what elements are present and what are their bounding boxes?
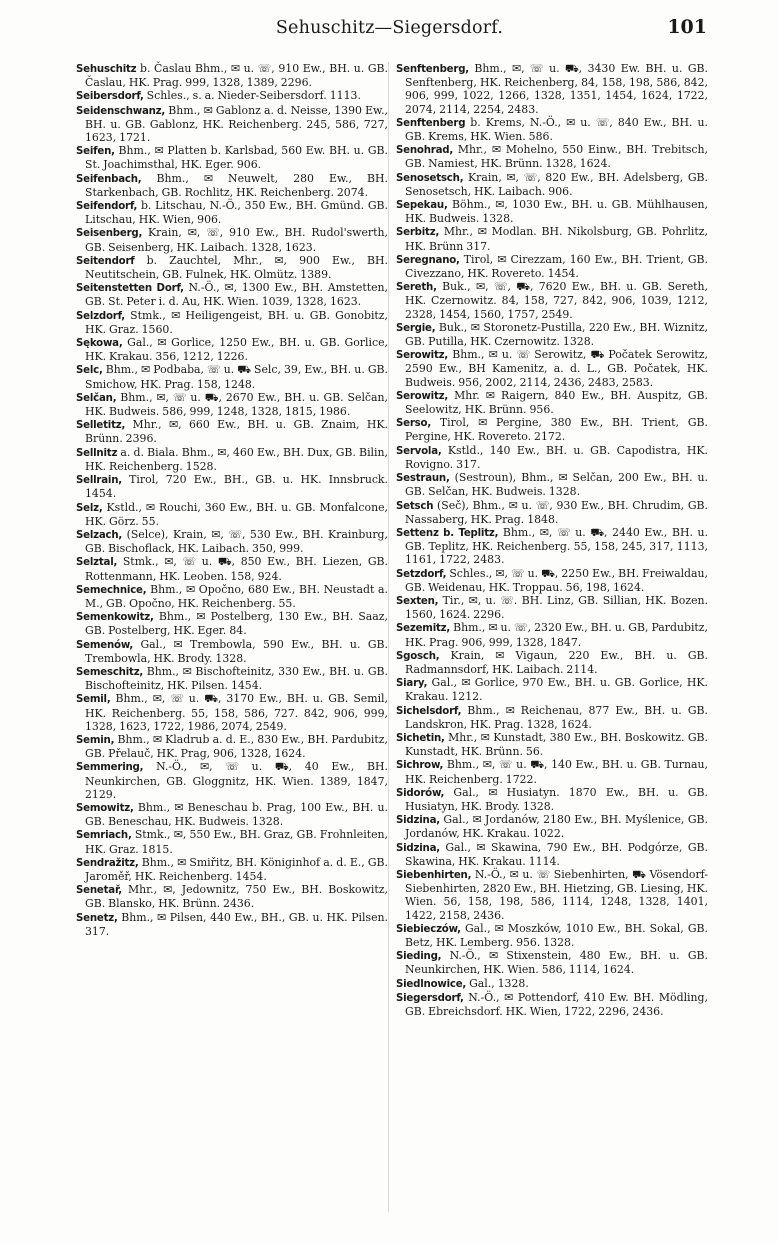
entry-description: Bhm., ✉ u. ☏, 2320 Ew., BH. u. GB, Pardubitz, HK. Prag. 906, 999, 1328, 1847. [405, 621, 708, 649]
gazetteer-entry [396, 198, 708, 225]
entry-description: Gal., ✉ Gorlice, 1250 Ew., BH. u. GB. Gorlice, HK. Krakau. 356, 1212, 1226. [85, 336, 388, 364]
entry-description: Mhr. ✉ Raigern, 840 Ew., BH. Auspitz, GB. Seelowitz, HK. Brünn. 956. [405, 388, 708, 417]
gazetteer-entry [396, 731, 708, 758]
gazetteer-entry [76, 883, 388, 910]
entry-description: Tirol, ✉ Pergine, 380 Ew., BH. Trient, GB. Pergine, HK. Rovereto. 2172. [405, 416, 708, 444]
entry-description: Gal., ✉ Skawina, 790 Ew., BH. Podgórze, GB. Skawina, HK. Krakau. 1114. [405, 840, 708, 868]
entry-place-name: Selletitz, [76, 420, 126, 432]
gazetteer-entry [76, 828, 388, 855]
gazetteer-entry [396, 62, 708, 116]
entry-place-name: Semin, [76, 734, 115, 746]
gazetteer-entry [396, 676, 708, 703]
gazetteer-entry [76, 501, 388, 528]
entry-place-name: Selzach, [76, 529, 123, 541]
entry-description: Schles., s. a. Nieder-Seibersdorf. 1113. [143, 89, 361, 103]
entry-place-name: Seifendorf, [76, 201, 138, 213]
gazetteer-entry [76, 199, 388, 226]
column-divider [388, 62, 389, 1212]
entry-description: Stmk., ✉, ☏ u. ⛟, 850 Ew., BH. Liezen, GB. Rottenmann, HK. Leoben. 158, 924. [85, 555, 388, 583]
entry-place-name: Sepekau, [396, 200, 448, 212]
entry-place-name: Selzdorf, [76, 310, 125, 322]
gazetteer-entry [396, 841, 708, 868]
entry-place-name: Selz, [76, 502, 103, 514]
entry-description: Bhm., ✉ u. ☏ Serowitz, ⛟ Počatek Serowitz, 2590 Ew., BH Kamenitz, a. d. L., GB. Počatek, HK. Budweis. 956, 2002, 2114, 2436, 2483, 2583. [405, 348, 708, 389]
entry-description: b. Časlau Bhm., ✉ u. ☏, 910 Ew., BH. u. GB. Časlau, HK. Prag. 999, 1328, 1389, 2296. [85, 62, 388, 90]
gazetteer-entry [396, 594, 708, 621]
entry-place-name: Sidzina, [396, 815, 440, 827]
left-column [76, 62, 388, 938]
gazetteer-entry [396, 949, 708, 976]
entry-description: Bhm., ✉ Kladrub a. d. E., 830 Ew., BH. Pardubitz, GB. Přelauč, HK. Prag, 906, 1328, 1624. [85, 732, 388, 761]
entry-place-name: Sichelsdorf, [396, 705, 462, 717]
entry-description: Bhm., ✉, ☏ u. ⛟, 2440 Ew., BH. u. GB. Teplitz, HK. Reichenberg. 55, 158, 245, 317, 1113, 1161, 1722, 2483. [405, 525, 709, 567]
gazetteer-entry [76, 856, 388, 883]
gazetteer-entry [76, 801, 388, 828]
entry-place-name: Selztal, [76, 557, 118, 569]
entry-place-name: Senetz, [76, 912, 118, 924]
gazetteer-entry [76, 391, 388, 418]
gazetteer-entry [76, 638, 388, 665]
entry-description: Buk., ✉ Storonetz-Pustilla, 220 Ew., BH. Wiznitz, GB. Putilla, HK. Czernowitz. 1328. [405, 320, 708, 349]
gazetteer-entry [396, 116, 708, 143]
entry-description: (Selce), Krain, ✉, ☏, 530 Ew., BH. Krainburg, GB. Bischoflack, HK. Laibach. 350, 999. [85, 527, 388, 556]
entry-description: Gal., ✉ Moszków, 1010 Ew., BH. Sokal, GB. Betz, HK. Lemberg. 956. 1328. [405, 921, 708, 949]
entry-place-name: Serowitz, [396, 390, 449, 402]
entry-place-name: Sestraun, [396, 473, 450, 485]
entry-place-name: Seregnano, [396, 254, 460, 266]
entry-place-name: Selc, [76, 365, 103, 377]
right-column [396, 62, 708, 1018]
entry-place-name: Seifen, [76, 146, 115, 158]
entry-description: Bhm., ✉ Postelberg, 130 Ew., BH. Saaz, GB. Postelberg, HK. Eger. 84. [85, 610, 388, 638]
gazetteer-entry [76, 104, 388, 145]
entry-place-name: Setzdorf, [396, 568, 447, 580]
entry-description: N.-Ö., ✉ u. ☏ Siebenhirten, ⛟ Vösendorf-Siebenhirten, 2820 Ew., BH. Hietzing, GB. Liesing, HK. Wien. 56, 158, 198, 586, 1114, 1248, 1328, 1401, 1422, 2158, 2436. [405, 867, 708, 922]
entry-place-name: Sgosch, [396, 650, 440, 662]
entry-description: Kstld., ✉ Rouchi, 360 Ew., BH. u. GB. Monfalcone, HK. Görz. 55. [85, 500, 388, 528]
gazetteer-entry [396, 171, 708, 198]
entry-place-name: Seifenbach, [76, 173, 142, 185]
entry-place-name: Sellrain, [76, 475, 122, 487]
gazetteer-entry [396, 499, 708, 526]
entry-place-name: Selčan, [76, 392, 117, 404]
gazetteer-entry [76, 528, 388, 555]
entry-description: Kstld., 140 Ew., BH. u. GB. Capodistra, HK. Rovigno. 317. [405, 443, 708, 471]
gazetteer-entry [396, 416, 708, 443]
entry-description: Mhr., ✉ Mohelno, 550 Einw., BH. Trebitsch, GB. Namiest, HK. Brünn. 1328, 1624. [405, 143, 708, 171]
entry-place-name: Sichrow, [396, 760, 444, 772]
gazetteer-entry [76, 172, 388, 199]
gazetteer-entry [76, 62, 388, 89]
entry-place-name: Semenów, [76, 639, 134, 651]
gazetteer-entry [396, 471, 708, 498]
entry-description: Gal., ✉ Husiatyn. 1870 Ew., BH. u. GB. Husiatyn, HK. Brody. 1328. [405, 785, 708, 813]
entry-place-name: Seitendorf [76, 255, 135, 267]
entry-place-name: Siebieczów, [396, 923, 461, 935]
entry-description: Mhr., ✉, 660 Ew., BH. u. GB. Znaim, HK. Brünn. 2396. [85, 418, 388, 446]
gazetteer-entry [396, 786, 708, 813]
entry-place-name: Semechnice, [76, 584, 147, 596]
entry-description: Bhm., ✉ Neuwelt, 280 Ew., BH. Starkenbach, GB. Rochlitz, HK. Reichenberg. 2074. [85, 171, 388, 199]
entry-place-name: Sękowa, [76, 338, 123, 350]
gazetteer-entry [396, 922, 708, 949]
entry-place-name: Sexten, [396, 595, 439, 607]
entry-place-name: Settenz b. Teplitz, [396, 527, 499, 539]
gazetteer-entry [396, 567, 708, 594]
entry-description: Krain, ✉ Vigaun, 220 Ew., BH. u. GB. Radmannsdorf, HK. Laibach. 2114. [405, 648, 708, 676]
gazetteer-entry [396, 526, 708, 567]
entry-description: Krain, ✉, ☏, 820 Ew., BH. Adelsberg, GB. Senosetsch, HK. Laibach. 906. [405, 170, 708, 198]
gazetteer-entry [396, 758, 708, 785]
entry-place-name: Seisenberg, [76, 228, 143, 240]
gazetteer-entry [396, 868, 708, 922]
gazetteer-entry [76, 760, 388, 801]
gazetteer-entry [396, 348, 708, 389]
entry-place-name: Siary, [396, 678, 428, 690]
gazetteer-entry [76, 226, 388, 253]
entry-place-name: Senetař, [76, 885, 122, 897]
entry-place-name: Sergie, [396, 322, 436, 334]
gazetteer-entry [396, 813, 708, 840]
gazetteer-entry [76, 733, 388, 760]
gazetteer-entry [76, 309, 388, 336]
gazetteer-entry [76, 583, 388, 610]
entry-description: Mhr., ✉, Jedownitz, 750 Ew., BH. Boskowitz, GB. Blansko, HK. Brünn. 2436. [85, 883, 388, 911]
entry-description: Krain, ✉, ☏, 910 Ew., BH. Rudol'swerth, GB. Seisenberg, HK. Laibach. 1328, 1623. [85, 226, 388, 254]
entry-description: Tir., ✉, u. ☏. BH. Linz, GB. Sillian, HK. Bozen. 1560, 1624. 2296. [405, 593, 708, 622]
gazetteer-entry [396, 649, 708, 676]
entry-place-name: Servola, [396, 445, 442, 457]
entry-place-name: Semmering, [76, 762, 144, 774]
gazetteer-entry [76, 418, 388, 445]
entry-description: Stmk., ✉ Heiligengeist, BH. u. GB. Gonobitz, HK. Graz. 1560. [85, 308, 388, 336]
entry-place-name: Sendražitz, [76, 857, 139, 869]
entry-place-name: Sereth, [396, 282, 437, 294]
gazetteer-entry [76, 363, 388, 390]
gazetteer-entry [396, 143, 708, 170]
gazetteer-entry [396, 621, 708, 648]
entry-place-name: Sidzina, [396, 842, 440, 854]
entry-place-name: Serowitz, [396, 350, 449, 362]
gazetteer-entry [396, 704, 708, 731]
gazetteer-entry [396, 991, 708, 1018]
entry-place-name: Senftenberg, [396, 64, 469, 75]
entry-place-name: Senosetsch, [396, 172, 464, 184]
entry-place-name: Semriach, [76, 830, 132, 842]
entry-place-name: Seitenstetten Dorf, [76, 283, 184, 295]
entry-place-name: Sezemitz, [396, 623, 451, 635]
entry-description: b. Zauchtel, Mhr., ✉, 900 Ew., BH. Neutitschein, GB. Fulnek, HK. Olmütz. 1389. [85, 253, 388, 282]
entry-place-name: Semowitz, [76, 802, 134, 814]
gazetteer-entry [396, 321, 708, 348]
gazetteer-entry [76, 911, 388, 938]
gazetteer-entry [76, 610, 388, 637]
page-header [0, 14, 779, 44]
entry-description: Bhm., ✉ Opočno, 680 Ew., BH. Neustadt a. M., GB. Opočno, HK. Reichenberg. 55. [85, 582, 388, 610]
gazetteer-entry [396, 389, 708, 416]
entry-place-name: Setsch [396, 500, 434, 512]
entry-description: Gal., ✉ Jordanów, 2180 Ew., BH. Myślenice, GB. Jordanów, HK. Krakau. 1022. [405, 813, 708, 841]
entry-description: (Seč), Bhm., ✉ u. ☏, 930 Ew., BH. Chrudim, GB. Nassaberg, HK. Prag. 1848. [405, 498, 708, 526]
gazetteer-entry [76, 692, 388, 733]
entry-description: Tirol, ✉ Cirezzam, 160 Ew., BH. Trient, GB. Civezzano, HK. Rovereto. 1454. [405, 252, 708, 281]
entry-description: Bhm., ✉, ☏ u. ⛟, 3170 Ew., BH. u. GB. Semil, HK. Reichenberg. 55, 158, 586, 727. 842, 906, 999, 1328, 1623, 1722, 1986, 2074, 2549. [85, 692, 388, 733]
entry-description: Bhm., ✉, ☏ u. ⛟, 2670 Ew., BH. u. GB. Selčan, HK. Budweis. 586, 999, 1248, 1328, 1815, 1986. [85, 390, 388, 419]
entry-description: Stmk., ✉, 550 Ew., BH. Graz, GB. Frohnleiten, HK. Graz. 1815. [85, 828, 388, 856]
entry-description: Bhm., ✉ Reichenau, 877 Ew., BH. u. GB. Landskron, HK. Prag. 1328, 1624. [405, 703, 708, 731]
entry-description: N.-Ö., ✉, 1300 Ew., BH. Amstetten, GB. St. Peter i. d. Au, HK. Wien. 1039, 1328, 1623. [85, 281, 388, 309]
entry-place-name: Sidorów, [396, 787, 445, 799]
entry-description: Gal., ✉ Gorlice, 970 Ew., BH. u. GB. Gorlice, HK. Krakau. 1212. [405, 676, 708, 704]
entry-place-name: Sellnitz [76, 447, 118, 459]
gazetteer-entry [76, 89, 388, 103]
entry-description: Böhm., ✉, 1030 Ew., BH. u. GB. Mühlhausen, HK. Budweis. 1328. [405, 198, 708, 226]
gazetteer-entry [76, 281, 388, 308]
entry-place-name: Siebenhirten, [396, 869, 472, 881]
entry-description: Bhm., ✉ Smiřitz, BH. Königinhof a. d. E., GB. Jaroměř, HK. Reichenberg. 1454. [85, 855, 388, 883]
entry-place-name: Semenkowitz, [76, 612, 154, 624]
entry-place-name: Seibersdorf, [76, 91, 144, 103]
entry-description: Bhm., ✉ Gablonz a. d. Neisse, 1390 Ew., BH. u. GB. Gablonz, HK. Reichenberg. 245, 586, 727, 1623, 1721. [85, 103, 388, 145]
entry-description: Mhr., ✉ Modlan. BH. Nikolsburg, GB. Pohrlitz, HK. Brünn 317. [405, 225, 708, 253]
gazetteer-entry [76, 446, 388, 473]
entry-place-name: Senftenberg [396, 117, 466, 129]
page-number: 101 [667, 16, 707, 38]
gazetteer-entry [76, 254, 388, 281]
gazetteer-entry [76, 665, 388, 692]
entry-description: Bhm., ✉ Pilsen, 440 Ew., BH., GB. u. HK. Pilsen. 317. [85, 910, 388, 938]
entry-description: b. Litschau, N.-Ö., 350 Ew., BH. Gmünd. GB. Litschau, HK. Wien, 906. [85, 199, 388, 227]
entry-description: Bhm., ✉ Platten b. Karlsbad, 560 Ew. BH. u. GB. St. Joachimsthal, HK. Eger. 906. [85, 144, 388, 172]
entry-place-name: Serbitz, [396, 227, 440, 239]
entry-description: N.-Ö., ✉, ☏ u. ⛟, 40 Ew., BH. Neunkirchen, GB. Gloggnitz, HK. Wien. 1389, 1847, 2129. [85, 760, 388, 801]
entry-place-name: Senohrad, [396, 145, 454, 157]
entry-place-name: Sichetin, [396, 732, 445, 744]
entry-place-name: Seidenschwanz, [76, 105, 166, 117]
entry-description: a. d. Biala. Bhm., ✉, 460 Ew., BH. Dux, GB. Bilin, HK. Reichenberg. 1528. [85, 445, 388, 473]
entry-description: Bhm., ✉, ☏ u. ⛟, 3430 Ew. BH. u. GB. Senftenberg, HK. Reichenberg, 84, 158, 198, 586, 842, 906, 999, 1022, 1266, 1328, 1351, 1454, 1624, 1722, 2074, 2114, 2254, 2483. [405, 62, 708, 116]
entry-description: Gal., ✉ Trembowla, 590 Ew., BH. u. GB. Trembowla, HK. Brody. 1328. [85, 637, 388, 665]
entry-place-name: Serso, [396, 418, 432, 430]
gazetteer-entry [76, 473, 388, 500]
entry-description: Bhm., ✉ Podbaba, ☏ u. ⛟ Selc, 39, Ew., BH. u. GB. Smichow, HK. Prag. 158, 1248. [85, 363, 388, 391]
entry-description: Bhm., ✉ Bischofteinitz, 330 Ew., BH. u. GB. Bischofteinitz, HK. Pilsen. 1454. [85, 664, 388, 693]
entry-place-name: Sehuschitz [76, 64, 137, 75]
gazetteer-entry [396, 444, 708, 471]
entry-place-name: Siegersdorf, [396, 992, 464, 1004]
gazetteer-entry [76, 555, 388, 582]
entry-place-name: Semeschitz, [76, 666, 144, 678]
entry-description: (Sestroun), Bhm., ✉ Selčan, 200 Ew., BH. u. GB. Selčan, HK. Budweis. 1328. [405, 471, 708, 499]
entry-description: Gal., 1328. [466, 976, 529, 990]
gazetteer-entry [396, 253, 708, 280]
entry-description: Bhm., ✉ Beneschau b. Prag, 100 Ew., BH. u. GB. Beneschau, HK. Budweis. 1328. [85, 800, 388, 829]
entry-place-name: Sieding, [396, 951, 442, 963]
entry-description: N.-Ö., ✉ Stixenstein, 480 Ew., BH. u. GB. Neunkirchen, HK. Wien. 586, 1114, 1624. [405, 949, 708, 977]
entry-description: Buk., ✉, ☏, ⛟, 7620 Ew., BH. u. GB. Sereth, HK. Czernowitz. 84, 158, 727, 842, 906, 1039, 1212, 2328, 1454, 1560, 1757, 2549. [405, 280, 708, 321]
entry-description: Tirol, 720 Ew., BH., GB. u. HK. Innsbruck. 1454. [85, 473, 388, 501]
entry-place-name: Semil, [76, 694, 111, 706]
gazetteer-entry [396, 280, 708, 321]
entry-description: Mhr., ✉ Kunstadt, 380 Ew., BH. Boskowitz. GB. Kunstadt, HK. Brünn. 56. [405, 730, 708, 759]
entry-place-name: Siedlnowice, [396, 978, 467, 990]
entry-description: Schles., ✉, ☏ u. ⛟, 2250 Ew., BH. Freiwaldau, GB. Weidenau, HK. Troppau. 56, 198, 1624. [405, 566, 708, 594]
running-title: Sehuschitz—Siegersdorf. [275, 18, 504, 38]
entry-description: N.-Ö., ✉ Pottendorf, 410 Ew. BH. Mödling, GB. Ebreichsdorf. HK. Wien, 1722, 2296, 2436. [405, 990, 708, 1019]
entry-description: Bhm., ✉, ☏ u. ⛟, 140 Ew., BH. u. GB. Turnau, HK. Reichenberg. 1722. [405, 758, 708, 786]
gazetteer-entry [76, 336, 388, 363]
gazetteer-entry [396, 977, 708, 991]
gazetteer-entry [76, 144, 388, 171]
entry-description: b. Krems, N.-Ö., ✉ u. ☏, 840 Ew., BH. u. GB. Krems, HK. Wien. 586. [405, 115, 708, 144]
gazetteer-entry [396, 225, 708, 252]
